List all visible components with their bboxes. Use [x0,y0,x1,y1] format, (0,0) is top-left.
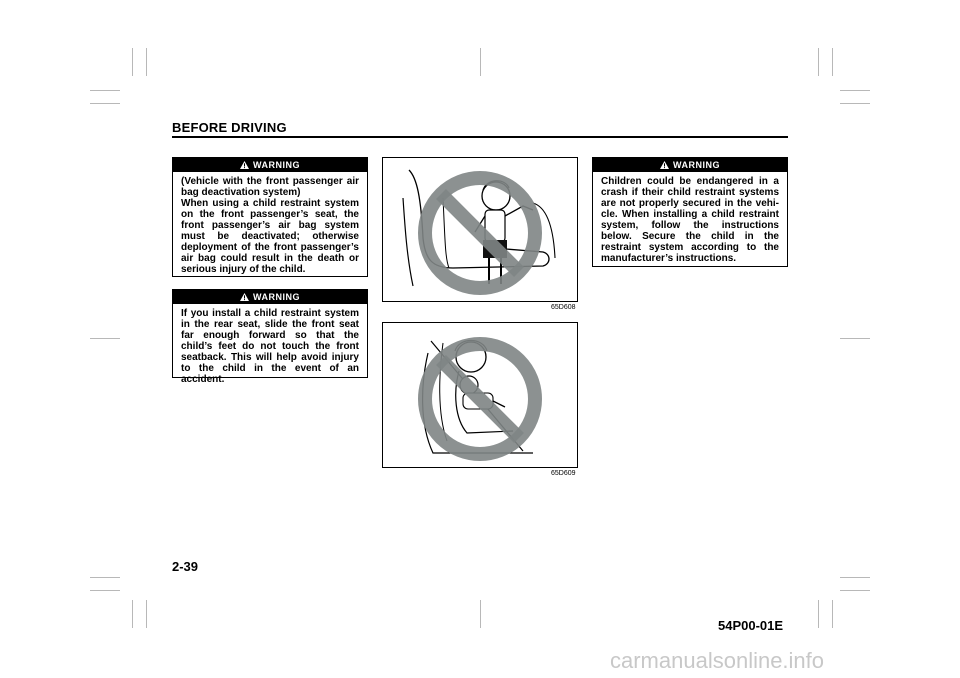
illustration-child-on-lap [382,322,578,468]
crop-mark [90,103,120,104]
crop-mark [90,90,120,91]
header-divider [172,136,788,138]
crop-mark [90,577,120,578]
figure-code: 65D609 [551,470,576,477]
crop-mark [90,590,120,591]
warning-triangle-icon [240,161,249,169]
crop-mark [818,48,819,76]
crop-mark [840,338,870,339]
document-code: 54P00-01E [718,618,784,633]
crop-mark [840,577,870,578]
crop-mark [832,600,833,628]
warning-label: WARNING [673,160,720,170]
warning-box-rear-seat [172,289,368,385]
crop-mark [840,90,870,91]
figure-code: 65D608 [551,304,576,311]
warning-text: Children could be endangered in a crash if their child restraint systems are not properly secured in the vehi-cle. When installing a child restraint system, follow the instructions below. Secure the child in the restraint system according to the manufacturer’s instructions. [601,176,779,264]
watermark: carmanualsonline.info [610,648,825,673]
page-number: 2-39 [172,559,199,574]
crop-mark [818,600,819,628]
crop-mark [832,48,833,76]
crop-mark [146,48,147,76]
prohibition-icon [425,178,535,288]
warning-box-airbag [172,157,368,277]
warning-header [173,158,367,172]
child-on-lap-drawing [383,323,577,467]
crop-mark [480,600,481,628]
crop-mark [480,48,481,76]
illustration-child-standing [382,157,578,302]
warning-triangle-icon [660,161,669,169]
crop-mark [132,48,133,76]
warning-box-secure-child [592,157,788,267]
crop-mark [840,103,870,104]
warning-text: If you install a child restraint system in the rear seat, slide the front seat far enough forward so that the child’s feet do not touch the front seatback. This will help avoid injury to the child in the event of an accident. [181,308,359,385]
child-standing-drawing [383,158,577,301]
warning-label: WARNING [253,292,300,302]
crop-mark [90,338,120,339]
crop-mark [840,590,870,591]
crop-mark [132,600,133,628]
warning-triangle-icon [240,293,249,301]
section-title: BEFORE DRIVING [172,120,287,135]
warning-text: (Vehicle with the front passenger air bag deactivation system) When using a child restraint system on the front passenger’s seat, the front passenger’s air bag system must be deactivated; otherwise deployment of the front passenger’s air bag could result in the death or serious injury of the child. [181,176,359,275]
warning-header [593,158,787,172]
crop-mark [146,600,147,628]
warning-label: WARNING [253,160,300,170]
warning-header [173,290,367,304]
